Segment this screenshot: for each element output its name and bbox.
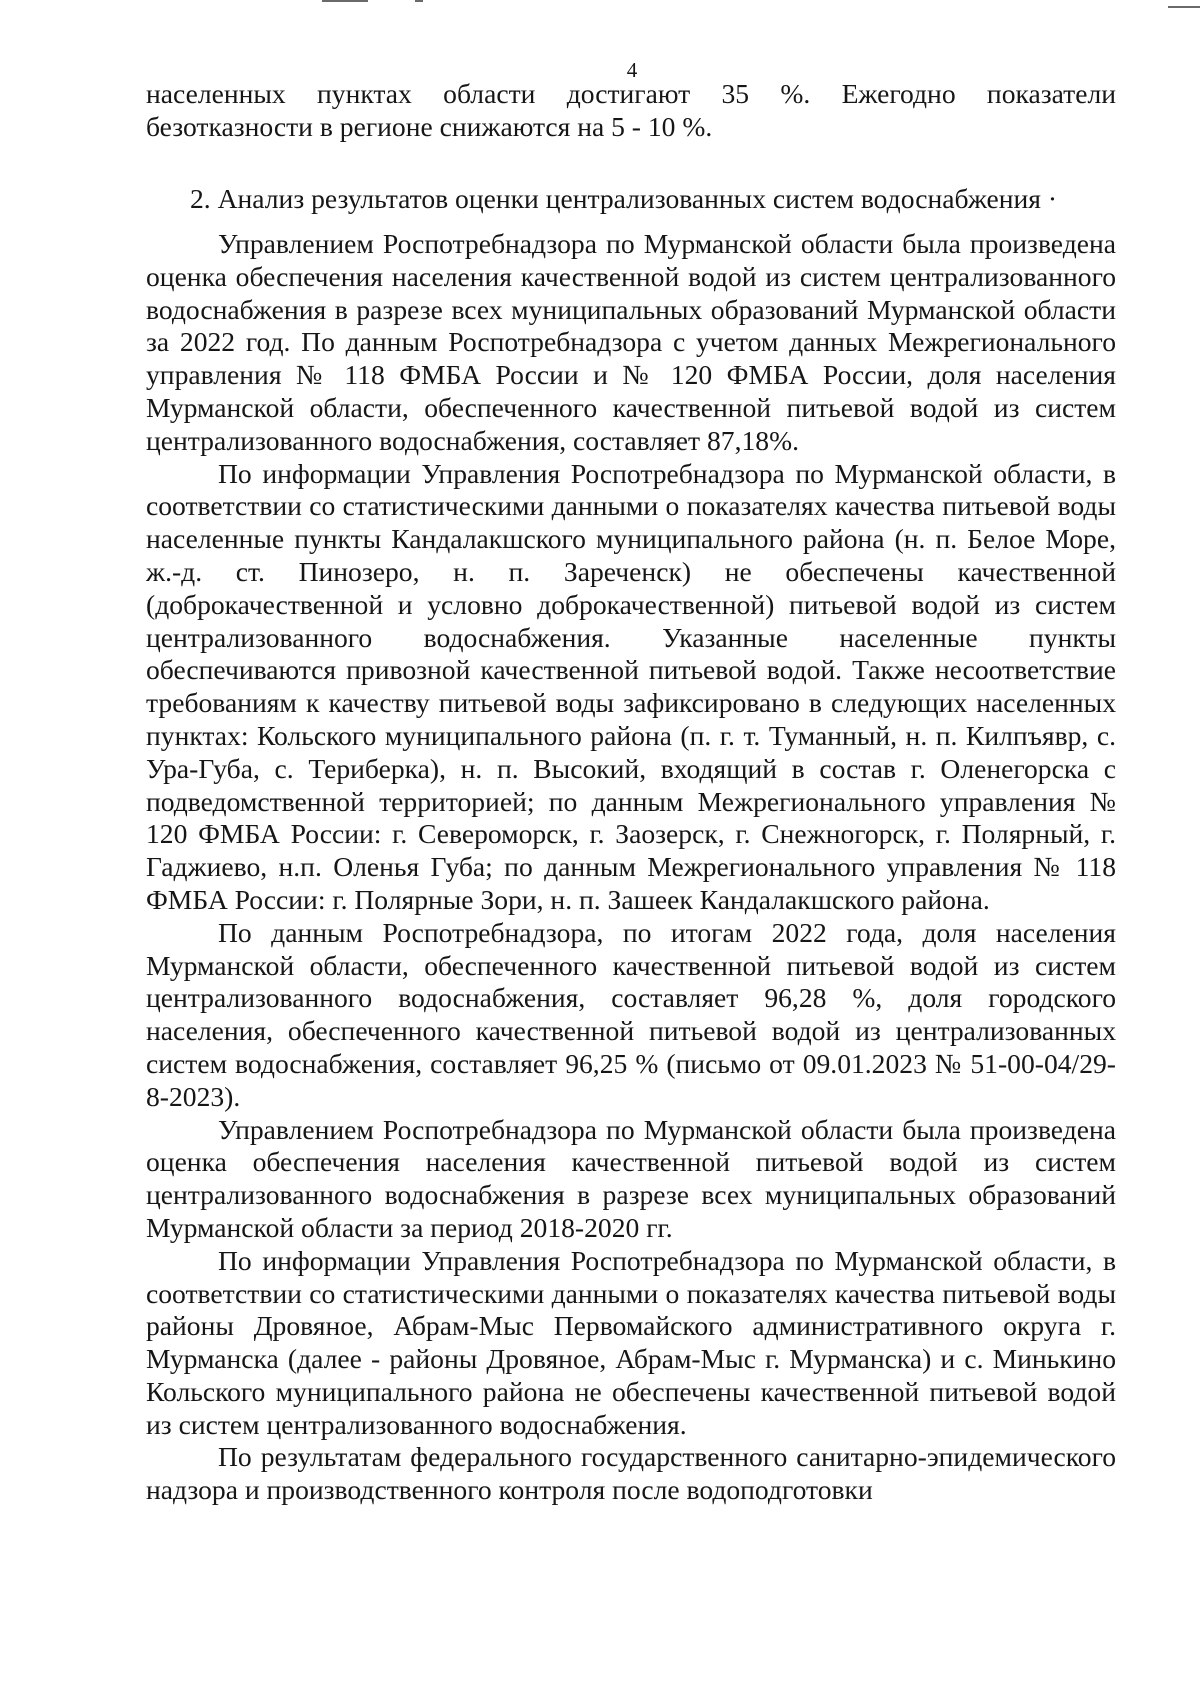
body-paragraph: По результатам федерального государственного санитарно-эпидемического надзора и производственного контроля после водоподготовки — [146, 1441, 1116, 1506]
body-paragraph: По информации Управления Роспотребнадзора по Мурманской области, в соответствии со статистическими данными о показателях качества питьевой воды районы Дровяное, Абрам-Мыс Первомайского административного округа г. Мурманска (далее - районы Дровяное, Абрам-Мыс г. Мурманска) и с. Минькино Кольского муниципального района не обеспечены качественной питьевой водой из систем централизованного водоснабжения. — [146, 1244, 1116, 1440]
intro-text-block — [146, 78, 1116, 144]
body-text-block — [146, 228, 1116, 1507]
scan-artifact-mark — [415, 0, 423, 2]
intro-paragraph: населенных пунктах области достигают 35 %. Ежегодно показатели безотказности в регионе снижаются на 5 - 10 %. — [146, 78, 1116, 142]
scan-artifact-mark — [322, 0, 368, 2]
body-paragraph: По данным Роспотребнадзора, по итогам 2022 года, доля населения Мурманской области, обеспеченного качественной питьевой водой из систем централизованного водоснабжения, составляет 96,28 %, доля городского населения, обеспеченного качественной питьевой водой из централизованных систем водоснабжения, составляет 96,25 % (письмо от 09.01.2023 № 51-00-04/29-8-2023). — [146, 916, 1116, 1112]
body-paragraph: Управлением Роспотребнадзора по Мурманской области была произведена оценка обеспечения населения качественной водой из систем централизованного водоснабжения в разрезе всех муниципальных образований Мурманской области за 2022 год. По данным Роспотребнадзора с учетом данных Межрегионального управления № 118 ФМБА России и № 120 ФМБА России, доля населения Мурманской области, обеспеченного качественной питьевой водой из систем централизованного водоснабжения, составляет 87,18%. — [146, 228, 1116, 456]
body-paragraph: По информации Управления Роспотребнадзора по Мурманской области, в соответствии со статистическими данными о показателях качества питьевой воды населенные пункты Кандалакшского муниципального района (н. п. Белое Море, ж.-д. ст. Пинозеро, н. п. Зареченск) не обеспечены качественной (доброкачественной и условно доброкачественной) питьевой водой из систем централизованного водоснабжения. Указанные населенные пункты обеспечиваются привозной качественной питьевой водой. Также несоответствие требованиям к качеству питьевой воды зафиксировано в следующих населенных пунктах: Кольского муниципального района (п. г. т. Туманный, н. п. Килпъявр, с. Ура-Губа, с. Териберка), н. п. Высокий, входящий в состав г. Оленегорска с подведомственной территорией; по данным Межрегионального управления № 120 ФМБА России: г. Североморск, г. Заозерск, г. Снежногорск, г. Полярный, г. Гаджиево, н.п. Оленья Губа; по данным Межрегионального управления № 118 ФМБА России: г. Полярные Зори, н. п. Зашеек Кандалакшского района. — [146, 457, 1116, 915]
page-number: 4 — [626, 58, 638, 82]
body-paragraph: Управлением Роспотребнадзора по Мурманской области была произведена оценка обеспечения населения качественной питьевой водой из систем централизованного водоснабжения в разрезе всех муниципальных образований Мурманской области за период 2018-2020 гг. — [146, 1113, 1116, 1243]
scan-artifact-mark — [1168, 6, 1200, 8]
section-heading: 2. Анализ результатов оценки централизованных систем водоснабжения · — [190, 183, 1058, 214]
